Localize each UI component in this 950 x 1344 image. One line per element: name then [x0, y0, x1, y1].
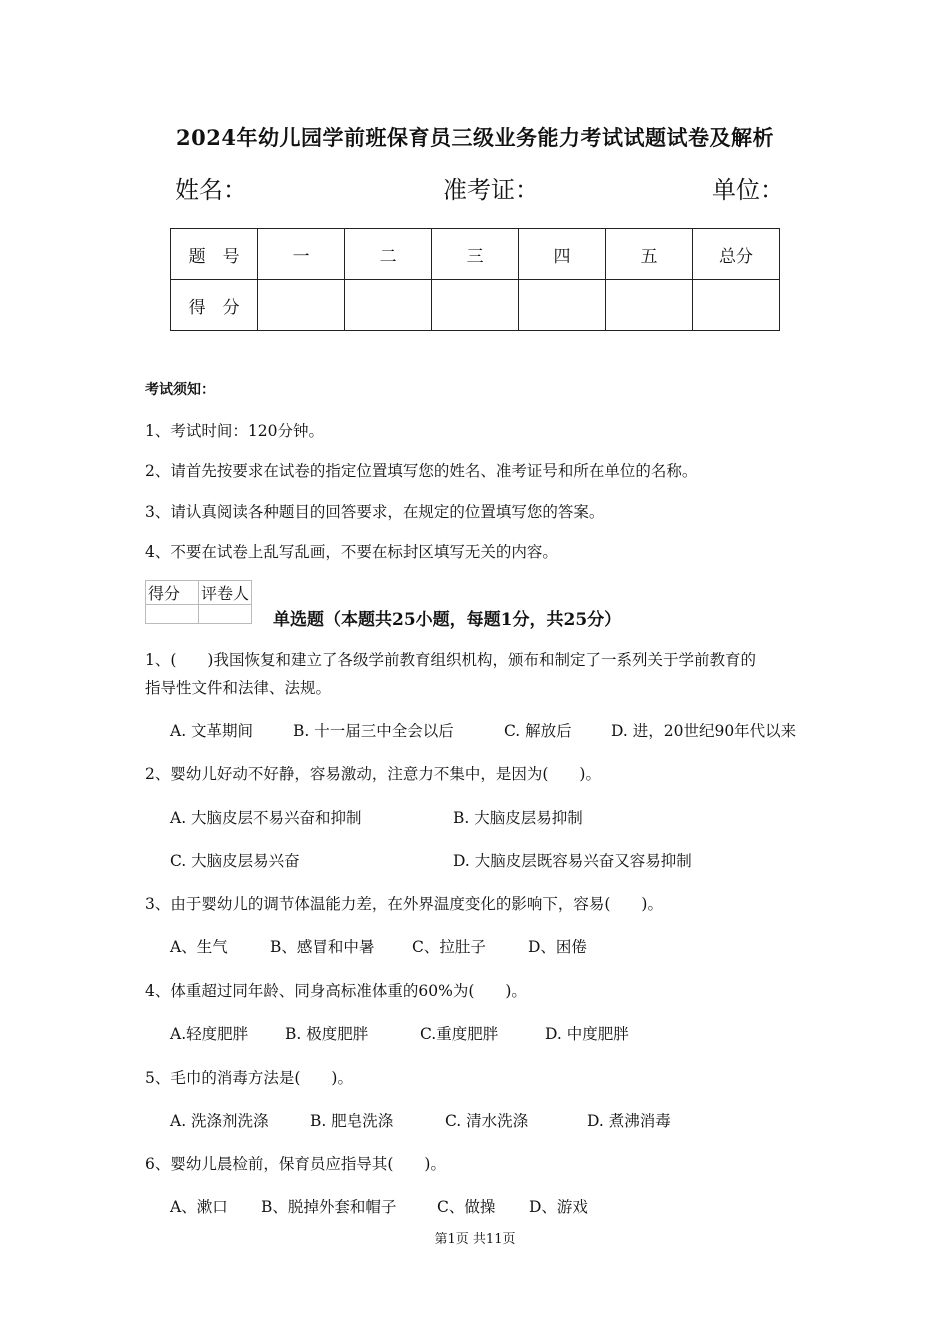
score-cell-4 [519, 280, 606, 331]
score-table [170, 228, 780, 331]
note-item: 3、请认真阅读各种题目的回答要求，在规定的位置填写您的答案。 [145, 503, 605, 521]
score-header-4: 四 [519, 229, 606, 280]
question-5-option-d: D. 煮沸消毒 [587, 1112, 671, 1130]
question-2-option-c: C. 大脑皮层易兴奋 [170, 852, 300, 870]
grader-box [145, 580, 252, 624]
score-header-5: 五 [606, 229, 693, 280]
question-6-text: 6、婴幼儿晨检前，保育员应指导其( )。 [145, 1155, 446, 1173]
question-1-text: 1、( )我国恢复和建立了各级学前教育组织机构，颁布和制定了一系列关于学前教育的 [145, 651, 756, 669]
question-6-option-b: B、脱掉外套和帽子 [261, 1198, 397, 1216]
question-2-option-a: A. 大脑皮层不易兴奋和抑制 [170, 809, 362, 827]
question-2-option-d: D. 大脑皮层既容易兴奋又容易抑制 [453, 852, 692, 870]
grader-score-cell [146, 605, 199, 624]
question-6-option-c: C、做操 [437, 1198, 496, 1216]
question-2-text: 2、婴幼儿好动不好静，容易激动，注意力不集中，是因为( )。 [145, 765, 601, 783]
question-1-option-c: C. 解放后 [504, 722, 572, 740]
question-1-option-d: D. 进，20世纪90年代以来 [611, 722, 797, 740]
score-header-2: 二 [345, 229, 432, 280]
question-5-option-c: C. 清水洗涤 [445, 1112, 529, 1130]
score-header-3: 三 [432, 229, 519, 280]
note-item: 1、考试时间：120分钟。 [145, 422, 324, 440]
score-header-1: 一 [258, 229, 345, 280]
score-header-label: 题 号 [171, 229, 258, 280]
question-3-option-a: A、生气 [170, 938, 228, 956]
notes-heading: 考试须知： [145, 382, 215, 398]
page-footer: 第1页 共11页 [434, 1232, 516, 1247]
question-4-option-c: C.重度肥胖 [420, 1025, 499, 1043]
grader-reviewer-label: 评卷人 [199, 581, 252, 605]
score-cell-1 [258, 280, 345, 331]
question-4-text: 4、体重超过同年龄、同身高标准体重的60%为( )。 [145, 982, 527, 1000]
question-1-option-a: A. 文革期间 [170, 722, 254, 740]
question-2-option-b: B. 大脑皮层易抑制 [453, 809, 583, 827]
name-label: 姓名： [175, 176, 247, 204]
score-row-label: 得 分 [171, 280, 258, 331]
question-6-option-a: A、漱口 [170, 1198, 228, 1216]
question-3-option-c: C、拉肚子 [412, 938, 486, 956]
question-5-option-a: A. 洗涤剂洗涤 [170, 1112, 269, 1130]
grader-reviewer-cell [199, 605, 252, 624]
page-title: 2024年幼儿园学前班保育员三级业务能力考试试题试卷及解析 [176, 125, 774, 150]
question-4-option-b: B. 极度肥胖 [285, 1025, 369, 1043]
section-title: 单选题（本题共25小题，每题1分，共25分） [273, 610, 622, 630]
note-item: 2、请首先按要求在试卷的指定位置填写您的姓名、准考证号和所在单位的名称。 [145, 462, 698, 480]
question-1-text-cont: 指导性文件和法律、法规。 [145, 679, 332, 697]
score-cell-5 [606, 280, 693, 331]
question-6-option-d: D、游戏 [529, 1198, 588, 1216]
score-cell-3 [432, 280, 519, 331]
score-table-score-row [171, 280, 780, 331]
score-cell-2 [345, 280, 432, 331]
grader-score-label: 得分 [146, 581, 199, 605]
score-header-total: 总分 [692, 229, 779, 280]
question-4-option-d: D. 中度肥胖 [545, 1025, 629, 1043]
question-1-option-b: B. 十一届三中全会以后 [293, 722, 454, 740]
exam-id-label: 准考证： [443, 176, 539, 204]
question-5-text: 5、毛巾的消毒方法是( )。 [145, 1069, 353, 1087]
score-table-header-row [171, 229, 780, 280]
question-3-option-d: D、困倦 [528, 938, 587, 956]
note-item: 4、不要在试卷上乱写乱画，不要在标封区填写无关的内容。 [145, 543, 558, 561]
unit-label: 单位： [712, 176, 784, 204]
question-3-text: 3、由于婴幼儿的调节体温能力差，在外界温度变化的影响下，容易( )。 [145, 895, 663, 913]
question-3-option-b: B、感冒和中暑 [270, 938, 375, 956]
score-cell-total [692, 280, 779, 331]
question-5-option-b: B. 肥皂洗涤 [310, 1112, 394, 1130]
question-4-option-a: A.轻度肥胖 [170, 1025, 249, 1043]
